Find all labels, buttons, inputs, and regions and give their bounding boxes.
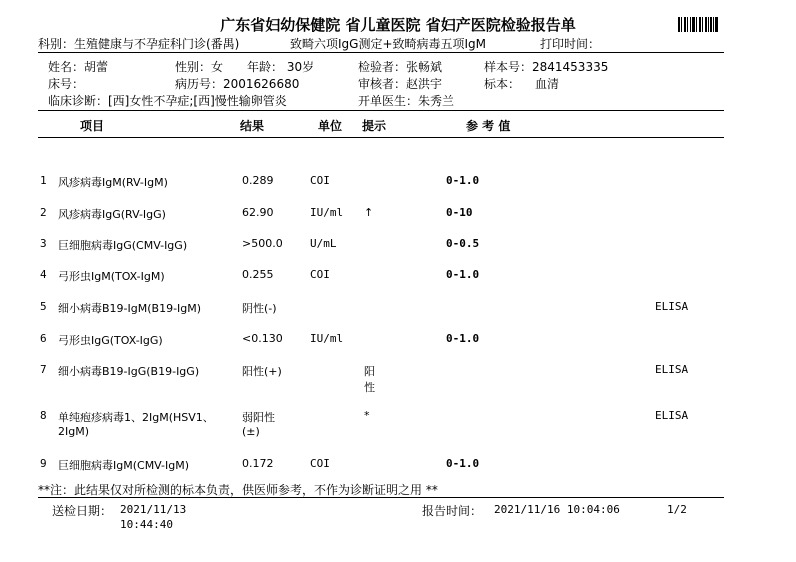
row-result: 0.255	[242, 268, 274, 281]
row-result: 阳性(+)	[242, 365, 282, 378]
row-number: 2	[40, 206, 47, 219]
row-result: 弱阳性	[242, 411, 275, 424]
row-item-name: 巨细胞病毒IgM(CMV-IgM)	[58, 459, 190, 472]
reviewer: 审核者：赵洪宇	[358, 77, 443, 91]
row-reference: 0-0.5	[446, 237, 480, 250]
specimen-type: 血清	[535, 77, 560, 91]
row-item-name-cont: 2IgM)	[58, 425, 90, 438]
specimen-label: 标本：	[484, 77, 521, 91]
bed-number: 床号：	[48, 77, 85, 91]
row-hint-cont: 性	[364, 381, 375, 394]
row-unit: IU/ml	[310, 332, 344, 345]
row-unit: COI	[310, 174, 330, 187]
row-result: <0.130	[242, 332, 283, 345]
row-number: 3	[40, 237, 47, 250]
ordering-doctor: 开单医生：朱秀兰	[358, 94, 455, 108]
row-result: 阴性(-)	[242, 302, 277, 315]
col-result: 结果	[240, 119, 265, 133]
row-item-name: 弓形虫IgM(TOX-IgM)	[58, 270, 165, 283]
row-hint: *	[364, 409, 370, 422]
row-method: ELISA	[655, 409, 689, 422]
row-item-name: 细小病毒B19-IgG(B19-IgG)	[58, 365, 200, 378]
col-hint: 提示	[362, 119, 387, 133]
col-reference: 参 考 值	[466, 119, 511, 133]
report-title: 广东省妇幼保健院 省儿童医院 省妇产医院检验报告单	[220, 16, 576, 34]
row-item-name: 单纯疱疹病毒1、2IgM(HSV1、	[58, 411, 214, 424]
row-result: 0.172	[242, 457, 274, 470]
divider	[38, 110, 724, 111]
row-result: 0.289	[242, 174, 274, 187]
row-number: 4	[40, 268, 47, 281]
report-time-label: 报告时间：	[422, 504, 483, 518]
row-number: 6	[40, 332, 47, 345]
send-date: 2021/11/13	[120, 503, 187, 516]
row-number: 9	[40, 457, 47, 470]
col-item: 项目	[80, 119, 105, 133]
record-number: 病历号：2001626680	[175, 77, 300, 91]
row-number: 7	[40, 363, 47, 376]
page-number: 1/2	[667, 503, 687, 516]
divider	[38, 52, 724, 53]
col-unit: 单位	[318, 119, 343, 133]
disclaimer-note: **注：此结果仅对所检测的标本负责，供医师参考，不作为诊断证明之用 **	[38, 483, 438, 497]
patient-gender: 性别：女	[175, 60, 224, 74]
send-time: 10:44:40	[120, 518, 173, 531]
row-item-name: 巨细胞病毒IgG(CMV-IgG)	[58, 239, 188, 252]
row-unit: U/mL	[310, 237, 337, 250]
row-reference: 0-1.0	[446, 332, 480, 345]
test-items: 致畸六项IgG测定+致畸病毒五项IgM	[290, 37, 487, 51]
barcode-icon	[678, 17, 718, 32]
row-result-cont: (±)	[242, 425, 260, 438]
clinical-diagnosis: 临床诊断：[西]女性不孕症;[西]慢性输卵管炎	[48, 94, 287, 108]
row-reference: 0-1.0	[446, 457, 480, 470]
row-item-name: 细小病毒B19-IgM(B19-IgM)	[58, 302, 202, 315]
report-time: 2021/11/16 10:04:06	[494, 503, 620, 516]
row-unit: COI	[310, 457, 330, 470]
inspector: 检验者：张畅斌	[358, 60, 443, 74]
row-item-name: 风疹病毒IgG(RV-IgG)	[58, 208, 166, 221]
row-unit: IU/ml	[310, 206, 344, 219]
row-number: 1	[40, 174, 47, 187]
row-number: 5	[40, 300, 47, 313]
row-unit: COI	[310, 268, 330, 281]
row-result: 62.90	[242, 206, 274, 219]
row-item-name: 风疹病毒IgM(RV-IgM)	[58, 176, 168, 189]
row-hint: ↑	[364, 206, 374, 219]
row-reference: 0-10	[446, 206, 473, 219]
row-item-name: 弓形虫IgG(TOX-IgG)	[58, 334, 163, 347]
sample-number: 样本号：2841453335	[484, 60, 609, 74]
row-number: 8	[40, 409, 47, 422]
divider	[38, 137, 724, 138]
row-method: ELISA	[655, 363, 689, 376]
send-date-label: 送检日期：	[52, 504, 113, 518]
department: 科别：生殖健康与不孕症科门诊(番禺)	[38, 37, 240, 51]
row-method: ELISA	[655, 300, 689, 313]
print-time-label: 打印时间：	[540, 37, 601, 51]
row-hint: 阳	[364, 365, 375, 378]
patient-name: 姓名：胡蕾	[48, 60, 109, 74]
row-reference: 0-1.0	[446, 268, 480, 281]
divider	[38, 497, 724, 498]
patient-age: 年龄： 30岁	[247, 60, 315, 74]
row-result: >500.0	[242, 237, 283, 250]
row-reference: 0-1.0	[446, 174, 480, 187]
